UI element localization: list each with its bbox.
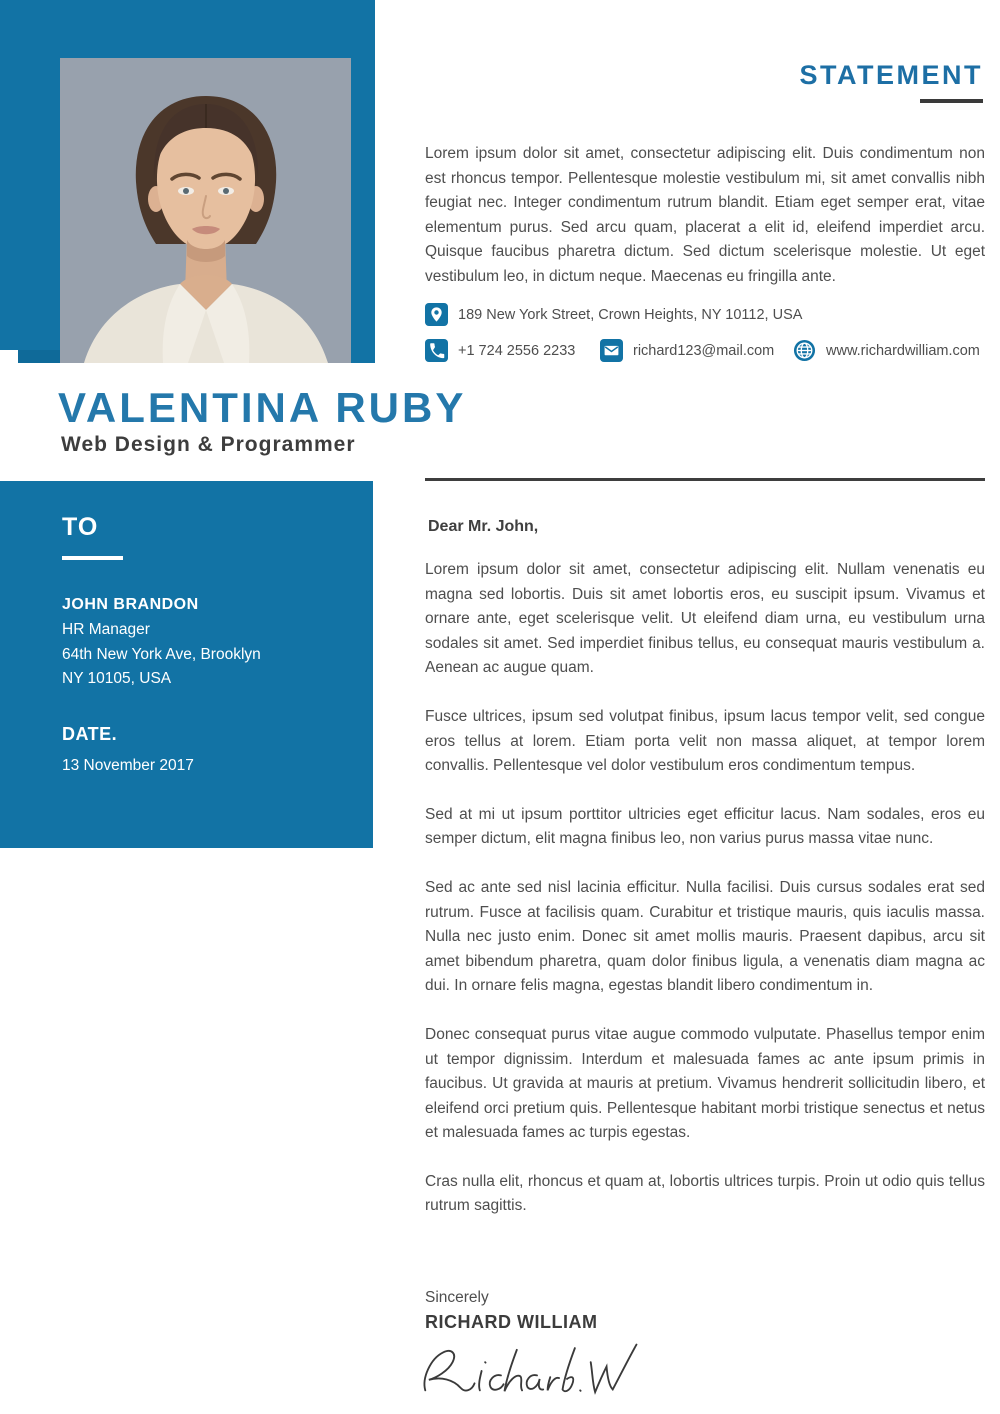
- date-label: DATE.: [62, 723, 118, 744]
- candidate-name: VALENTINA RUBY: [58, 384, 467, 431]
- contact-address: [425, 303, 802, 326]
- profile-photo: [60, 58, 351, 363]
- contact-email-text: richard123@mail.com: [633, 342, 775, 359]
- contact-website-text: www.richardwilliam.com: [826, 342, 980, 359]
- recipient-panel: [0, 481, 373, 848]
- letter-top-rule: [425, 478, 985, 481]
- contact-address-text: 189 New York Street, Crown Heights, NY 10112, USA: [458, 306, 803, 323]
- salutation: Dear Mr. John,: [428, 518, 539, 535]
- contact-email: [600, 339, 774, 362]
- recipient-section-underline: [62, 556, 123, 560]
- accent-notch-cut: [0, 350, 18, 363]
- globe-icon: [793, 339, 816, 362]
- signer-name: RICHARD WILLIAM: [425, 1312, 598, 1332]
- date-value: 13 November 2017: [62, 756, 194, 774]
- letter-paragraph: Lorem ipsum dolor sit amet, consectetur adipiscing elit. Nullam venenatis eu magna sed lobortis. Duis sit amet lobortis eros, eu suscipit ipsum. Vivamus et ornare ante, eget scelerisque velit. Ut eleifend diam urna, eu vestibulum urna sodales sit amet. Sed imperdiet finibus tellus, eu consequat mauris vestibulum a. Aenean ac augue quam.: [425, 561, 985, 677]
- recipient-title: HR Manager: [62, 621, 150, 638]
- title-underline: [920, 99, 983, 103]
- contact-phone: [425, 339, 575, 362]
- recipient-address-line2: NY 10105, USA: [62, 670, 172, 687]
- letter-paragraph: Fusce ultrices, ipsum sed volutpat finibus, ipsum lacus tempor velit, sed congue eros tellus at lorem. Etiam porta velit non massa aliquet, at tempor lorem convallis. Pellentesque vel dolor vestibulum eros condimentum tempus.: [425, 707, 985, 775]
- intro-paragraph: Lorem ipsum dolor sit amet, consectetur adipiscing elit. Duis condimentum non est rhoncus tempor. Pellentesque molestie vestibulum mi, sit amet convallis nibh feugiat nec. Integer condimentum rutrum blandit. Etiam eget semper erat, vitae elementum purus. Sed arcu quam, placerat a elit id, eleifend imperdiet arcu. Quisque faucibus pharetra dictum. Sed dictum scelerisque molestie. Ut eget vestibulum leo, in dictum neque. Maecenas eu fringilla ante.: [425, 145, 985, 285]
- handwritten-signature: [420, 1338, 640, 1404]
- closing-word: Sincerely: [425, 1289, 489, 1306]
- portrait-illustration: [60, 58, 351, 363]
- location-pin-icon: [425, 303, 448, 326]
- recipient-section-label: TO: [62, 513, 99, 541]
- letter-paragraph: Sed at mi ut ipsum porttitor ultricies eget efficitur lacus. Nam sodales, eros eu semper dictum, elit magna finibus leo, non varius purus massa vitae nunc.: [425, 805, 985, 848]
- phone-icon: [425, 339, 448, 362]
- contact-website: [793, 339, 980, 362]
- page-title: STATEMENT: [799, 60, 983, 90]
- envelope-icon: [600, 339, 623, 362]
- letter-body: [425, 558, 985, 1243]
- photo-accent-block: [0, 0, 375, 363]
- letter-paragraph: Cras nulla elit, rhoncus et quam at, lobortis ultrices turpis. Proin ut odio quis tellus rutrum sagittis.: [425, 1172, 985, 1215]
- letter-paragraph: Donec consequat purus vitae augue commodo vulputate. Phasellus tempor enim ut tempor dignissim. Interdum et malesuada fames ac ante ipsum primis in faucibus. Ut gravida at mauris at pretium. Vivamus hendrerit sollicitudin libero, et eleifend orci pretium quis. Pellentesque habitant morbi tristique senectus et netus et malesuada fames ac turpis egestas.: [425, 1025, 985, 1142]
- recipient-address-line1: 64th New York Ave, Brooklyn: [62, 645, 261, 663]
- letter-paragraph: Sed ac ante sed nisl lacinia efficitur. Nulla facilisi. Duis cursus sodales erat sed rutrum. Fusce at facilisis quam. Curabitur et tristique mauris, quis iaculis massa. Nulla nec justo enim. Donec sit amet mollis mauris. Praesent dapibus, arcu sit amet bibendum pharetra, quam dolor finibus ligula, a venenatis diam magna ac dui. In ornare felis magna, egestas blandit libero condimentum in.: [425, 878, 985, 995]
- accent-notch: [18, 350, 60, 363]
- candidate-role: Web Design & Programmer: [61, 433, 356, 456]
- recipient-name: JOHN BRANDON: [62, 596, 199, 613]
- contact-phone-text: +1 724 2556 2233: [458, 342, 576, 359]
